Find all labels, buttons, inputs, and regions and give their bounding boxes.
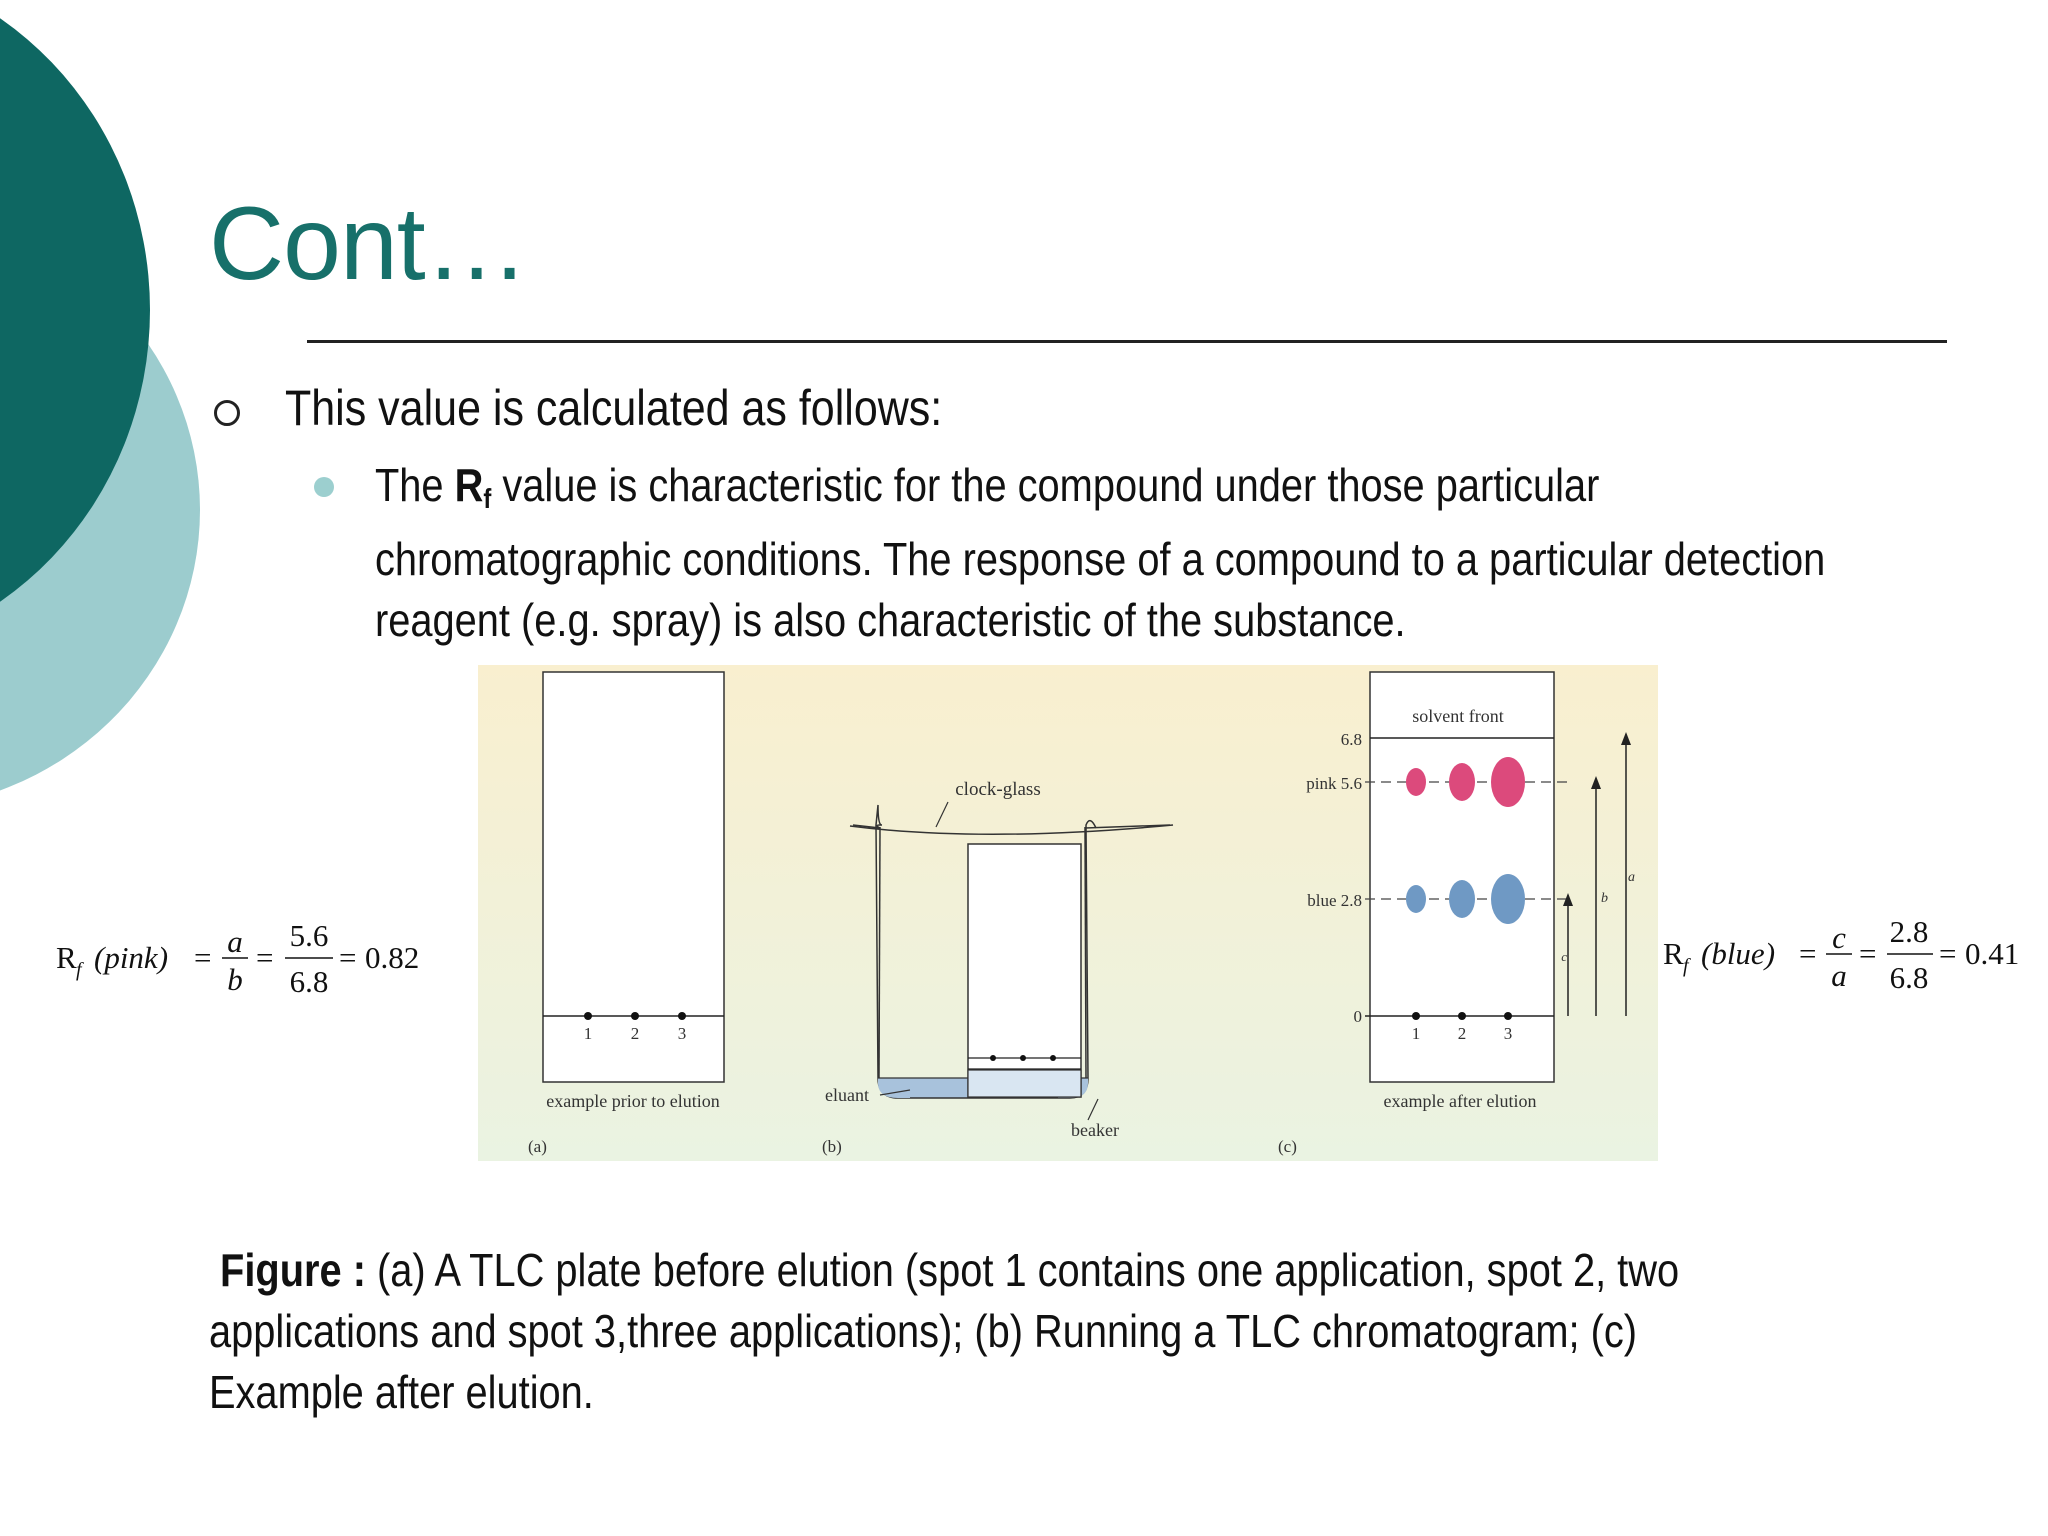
letter-a: (a) [528, 1137, 547, 1156]
svg-text:R: R [56, 940, 77, 975]
svg-text:0.41: 0.41 [1965, 936, 2020, 971]
spot-label-c-3: 3 [1503, 1024, 1513, 1043]
label-beaker: beaker [1071, 1120, 1119, 1140]
blue-spot-3 [1491, 874, 1525, 924]
spot-label-c-1: 1 [1411, 1024, 1421, 1043]
slide-title: Cont… [209, 186, 528, 302]
svg-text:6.8: 6.8 [289, 964, 329, 999]
svg-text:R: R [1663, 936, 1684, 971]
bullet2-prefix: The [375, 459, 455, 511]
bullet-level1-text: This value is calculated as follows: [285, 380, 943, 436]
caption-label: Figure : [220, 1244, 366, 1296]
svg-text:6.8: 6.8 [1889, 960, 1929, 995]
rf-symbol: $R_f$ [454, 459, 492, 514]
spot-a-1 [584, 1012, 592, 1020]
spot-label-a-1: 1 [583, 1024, 593, 1043]
spot-label-a-3: 3 [677, 1024, 687, 1043]
svg-text:a: a [1831, 958, 1847, 993]
title-divider [307, 340, 1947, 343]
tick-pink: pink 5.6 [1306, 774, 1362, 793]
svg-text:=: = [1939, 936, 1957, 971]
spot-c-2 [1458, 1012, 1466, 1020]
svg-text:=: = [1859, 936, 1877, 971]
plate-a [543, 672, 724, 1082]
svg-text:(blue): (blue) [1701, 936, 1776, 971]
svg-text:=: = [256, 940, 274, 975]
blue-spot-2 [1449, 880, 1475, 918]
figure-caption [209, 1240, 1705, 1423]
pink-spot-3 [1491, 757, 1525, 807]
svg-text:(pink): (pink) [94, 940, 169, 975]
spot-label-c-2: 2 [1457, 1024, 1467, 1043]
spot-c-3 [1504, 1012, 1512, 1020]
bullet-marker-dot [314, 477, 334, 497]
svg-text:5.6: 5.6 [289, 918, 329, 953]
arrow-label-c: c [1561, 949, 1567, 964]
svg-text:=: = [339, 940, 357, 975]
caption-c: example after elution [1383, 1091, 1537, 1111]
bullet-level2-text [375, 455, 1863, 651]
spot-a-3 [678, 1012, 686, 1020]
blue-spot-1 [1406, 885, 1426, 913]
bullet2-body: value is characteristic for the compound under those particular chromatographic conditions. The response of a compound to a particular detection reagent (e.g. spray) is also characteristic of the substance. [375, 459, 1826, 646]
svg-text:c: c [1832, 920, 1846, 955]
formula-rf-pink [52, 912, 442, 1012]
svg-text:=: = [1799, 936, 1817, 971]
svg-text:0.82: 0.82 [365, 940, 420, 975]
label-eluant: eluant [825, 1085, 869, 1105]
svg-text:2.8: 2.8 [1889, 914, 1929, 949]
label-solvent-front: solvent front [1412, 706, 1504, 726]
formula-rf-blue [1659, 908, 2048, 1008]
caption-a: example prior to elution [546, 1091, 720, 1111]
letter-c: (c) [1278, 1137, 1297, 1156]
spot-label-a-2: 2 [630, 1024, 640, 1043]
svg-text:f: f [76, 959, 82, 981]
tick-zero: 0 [1353, 1007, 1362, 1026]
arrow-label-b: b [1601, 891, 1608, 906]
plate-c [1370, 672, 1554, 1082]
svg-text:a: a [227, 924, 243, 959]
caption-text: (a) A TLC plate before elution (spot 1 contains one application, spot 2, two applications and spot 3,three applications); (b) Running a TLC chromatogram; (c) Example after elution. [209, 1244, 1680, 1418]
tlc-figure [478, 665, 1658, 1161]
tick-blue: blue 2.8 [1307, 891, 1362, 910]
label-clock-glass: clock-glass [955, 779, 1041, 800]
tick-6-8: 6.8 [1340, 730, 1362, 749]
pink-spot-2 [1449, 763, 1475, 801]
pink-spot-1 [1406, 768, 1426, 796]
letter-b: (b) [822, 1137, 842, 1156]
spot-a-2 [631, 1012, 639, 1020]
spot-c-1 [1412, 1012, 1420, 1020]
arrow-label-a: a [1628, 870, 1635, 885]
bullet-marker-hollow [214, 400, 240, 426]
svg-text:=: = [194, 940, 212, 975]
svg-text:f: f [1683, 955, 1689, 977]
svg-text:b: b [227, 962, 243, 997]
